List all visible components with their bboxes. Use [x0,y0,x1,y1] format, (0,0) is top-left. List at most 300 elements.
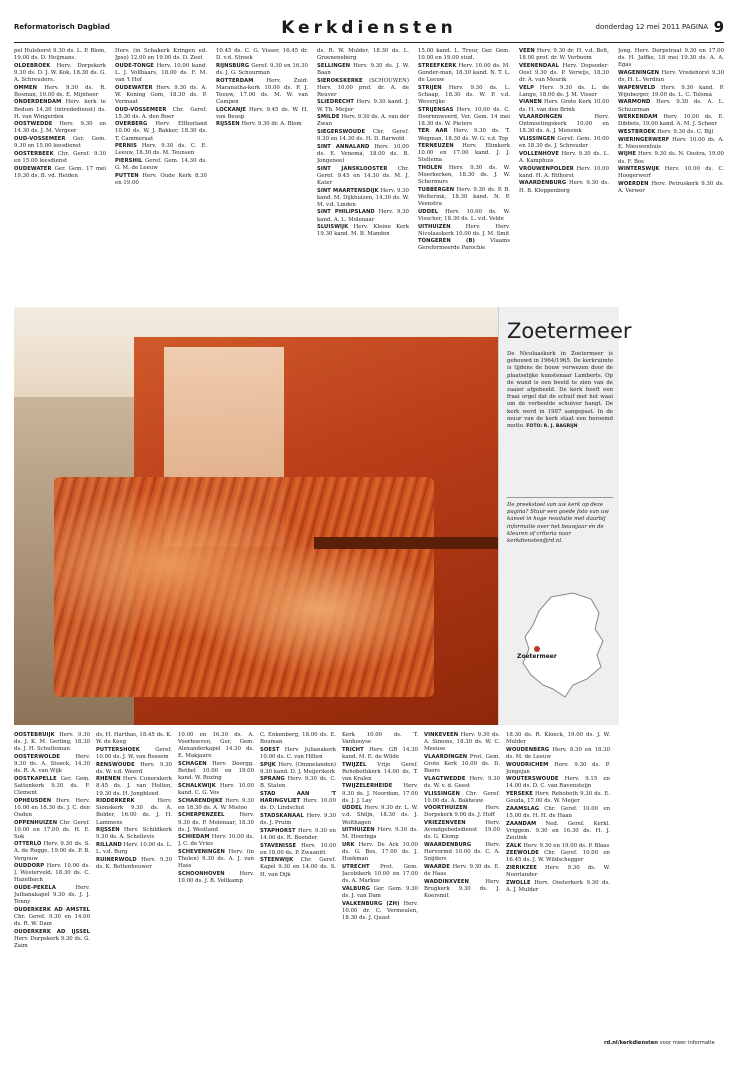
church-listing [424,879,500,900]
listing-town: UTRECHT [342,863,370,870]
listing-town: STAD AAN 'T HARINGVLIET [260,791,336,805]
listing-text: Herv. Kleine Kerk 19.30 kand. M. B. Manden [317,224,409,238]
church-listing [418,209,510,223]
listing-town: OOSTERBEEK [14,150,54,157]
listing-town: VEEN [519,48,535,54]
listing-town: ZWOLLE [506,879,531,886]
church-listing [14,121,106,135]
listing-text: Herv. 9.30 dr. H. v.d. Belt, 18.00 prof. dr. W. Verboom [519,48,609,62]
listing-town: STREEFKERK [418,62,457,69]
church-listing [260,776,336,790]
listing-text: Herv. 9.30 ds. A. Stoeck, 14.30 ds. R. A. van Wijk [14,753,90,775]
listing-town: VOLLENHOVE [519,150,559,157]
church-listing [14,776,90,797]
listing-town: SIEROKSKERKE [317,77,363,84]
page-header [14,18,724,40]
listing-town: SIEGERSWOUDE [317,129,366,135]
listing-text: Herv. 9.30 ds. H. B. Kloppenborg [519,180,609,194]
church-listing [260,843,336,857]
column-lower-7 [506,732,610,1036]
listing-text: Herv. Cunerakerk 8.45 ds. J. van Holten, 19.30 ds. H. Jongbloed [96,776,172,797]
church-listing [418,238,510,252]
listing-town: OUDEWATER [14,165,52,172]
church-listing [115,143,207,157]
listing-text: Chr. Geref. 10.00 ds. A. Bakheuw [424,790,500,804]
listing-town: SCHOONHOVEN [178,870,225,877]
listing-text: Herv. 10.00 dr. C. Vermeulen, 18.30 ds. J. Quast [342,900,418,921]
listing-text: Herv. Brugkerk 9.30 ds. J. Koersmit [424,878,500,899]
listing-text: Herv. De Ark 10.00 ds. G. Bos, 17.00 ds. J. Hoekman [342,841,418,863]
church-listing [317,224,409,238]
church-listing [424,864,500,878]
listing-town: RHENEN [96,776,121,783]
listing-text: (SCHOUWEN) Herv. 10.00 prof. dr. A. de Reuver [317,77,409,98]
church-listing [260,747,336,761]
info-box-title: Zoetermeer [507,319,632,343]
church-listing [317,99,409,113]
newspaper-name: Reformatorisch Dagblad [14,23,110,31]
listing-town: RIJSSEN [96,827,120,834]
church-listing [317,114,409,128]
column-lower-2 [96,732,172,1036]
listing-text: pel Hulshorst 9.30 ds. L. P. Blom, 19.00 ds. D. Heijmans. [14,48,106,62]
church-listing [342,762,418,783]
listing-town: SINT PHILIPSLAND [317,209,375,216]
listing-text: Herv. 10.00 kand. L. J. Vollhaars, 18.00 ds. F. M. van 't Hof [115,62,207,83]
listing-town: UITHUIZEN [342,827,375,834]
church-listing [14,841,90,862]
church-listing [342,805,418,826]
church-listing [178,871,254,885]
listing-town: UDDEL [418,208,439,215]
listing-text: Herv. 9.30 ds. J. W. Baan [317,62,409,76]
listing-text: Herv. 10.00 ds. J. B. Veltkamp [178,870,254,885]
photo-wall-relief [54,477,434,697]
church-listing [14,48,106,62]
info-box-question [507,497,613,545]
listing-town: OMMEN [14,84,38,91]
listing-text: Herv. 9.30 ds. A. L. Schuurman [618,99,724,113]
listing-town: OTTERLO [14,841,42,848]
listing-town: STRIJEN [418,84,442,91]
church-listing [519,136,609,150]
church-listing [519,151,609,165]
listing-text: Herv. Avondgebedsdienst 19.00 ds. G. Klomp [424,820,500,841]
listing-town: PUTTEN [115,172,139,179]
church-listing [506,747,610,761]
listing-town: OPPENHUIZEN [14,819,58,826]
church-listing [96,776,172,797]
listing-text: Chr. Geref. 9.45 en 14.30 ds. M. J. Kater [317,165,409,186]
listing-text: Herv. 10.00 ds. W. Visscher, 18.30 ds. L. v.d. Velde [418,208,510,222]
listing-town: TWIJZEL [342,761,367,768]
church-listing [618,114,724,128]
listing-town: OUD-VOSSEMEER [14,136,66,143]
church-listing [14,732,90,753]
listing-text: Herv. 9.30 dr. L. W. v.d. Shiljn, 18.30 ds. J. Wolthagen [342,805,418,826]
listing-text: Herv. 9.30 ds. W. v. d. Geest [424,775,500,789]
church-listing [506,880,610,894]
listing-text: Herv. Petruskerk 9.30 ds. A. Verwer [618,181,724,195]
church-listing [342,783,418,804]
listing-text: Herv. 9.30 ds. S. A. de Rogge, 19.00 ds. P. B. Vergouw [14,841,90,862]
listing-town: RILLAND [96,841,122,848]
listing-text: Kerk 10.00 ds. T. Vanhooyse [342,732,418,746]
listing-text: Herv. Elthorland 10.00 ds. W. J. Bakker, 18.30 ds. T. Cammeraat [115,121,207,142]
listing-text: Jong. Herv. Dorpstraat 9.30 en 17.00 ds. H. Jaffke, 18 mei 19.30 ds. A. A. Egas [618,48,724,69]
listing-town: SLIEDRECHT [317,99,355,106]
listing-town: OOSTKAPELLE [14,775,57,782]
listing-text: Herv. 9.30 kand. A. L. Molenaar [317,209,409,223]
church-listing [424,732,500,753]
church-listing [96,827,172,841]
column-lower-3 [178,732,254,1036]
listing-text: C. Enkenberg, 18.00 ds. E. Bouman [260,732,336,746]
church-listing [418,63,510,84]
listing-text: Herv. 9.45 ds. W. H. van Beusp [216,106,308,120]
church-listing [342,901,418,922]
church-listing [519,99,609,113]
church-listing [178,732,254,760]
listing-text: Herv. 9.30 ds. K. Bottenheuwer [96,856,172,870]
listing-text: Herv. 9.30 ds. J. K. M. Gerling, 18.30 ds. J. H. Schutteman [14,732,90,753]
listing-text: Herv. 9.30 ds. C. E. Leeuw, 18.30 ds. M. Teunsen [115,143,207,157]
church-listing [618,99,724,113]
church-listing [418,224,510,238]
listing-town: ZALK [506,842,522,849]
church-listing [342,747,418,761]
listing-text: Prot. Gem. Jacobikerk 10.00 en 17.00 ds. A. Markus [342,863,418,885]
listing-text: Herv. Zuid: Maranatha-kerk 10.00 ds. P. J. Teeuw, 17.00 ds. M. W. van Campen [216,77,308,105]
listing-town: WIERINGERWERF [618,136,670,143]
church-listing [115,85,207,106]
listing-text: Herv. 9.30 ds. E. de Haas [424,863,500,877]
listing-text: Herv. Julianakerk 10.00 ds. C. van Hilten [260,746,336,760]
listing-town: STRIJENSAS [418,106,454,113]
listing-text: Herv. 9.30 ds. L. de Lange, 18.00 ds. J. M. Visser [519,84,609,98]
listing-town: VROUWENPOLDER [519,165,574,172]
listing-text: Herv. 9.15 en 14.00 ds. D. C. van Ravensteijn [506,776,610,790]
listing-text: Herv. 9.30 ds. C. Bijl [657,129,714,135]
listing-town: TWIJZELERHEIDE [342,783,393,790]
listing-town: ROTTERDAM [216,77,254,84]
listing-text: Herv. 9.30 ds. M. Heeringa [342,827,418,841]
netherlands-map-icon [513,589,613,699]
listing-text: Herv. 9.30 ds. J. Pruim [260,813,336,827]
church-listing [178,798,254,812]
listing-text: Herv. 10.00 ds. E. Dibbets, 19.00 kand. A. M. J. Scheer [618,114,724,128]
listing-town: TER AAR [418,128,448,135]
listing-text: Herv. 10.00 ds. M. Gonder-man, 18.30 kand. N. T. L. de Leeuw [418,62,510,83]
listing-text: Herv. 9.30 en 18.30 ds. A. W. Mieloo [178,797,254,811]
listing-town: ZIERIKZEE [506,865,537,872]
listing-town: SCHARENDIJKE [178,797,223,804]
column-upper-4 [317,48,409,302]
listing-town: VLISSINGEN [424,790,460,797]
church-listing [618,129,724,136]
church-listing [317,166,409,187]
listing-text: Herv. 9.30 en 19.00 ds. P. Blaas [523,842,610,849]
listing-town: WAGENINGEN [618,69,660,76]
listing-text: Herv. 10.00 ds. L. L. v.d. Burg [96,841,172,856]
listing-text: Herv. Sionskerk 9.30 ds. A. Bolder, 16.00 ds. J. H. Lammens [96,798,172,826]
church-listing [14,798,90,819]
listing-town: TERNEUZEN [418,143,454,150]
listing-text: Herv. 9.30 ds. A. van der Zwan [317,114,409,128]
listing-text: Herv. 10.00 ds. C. Hoogerwerf [618,166,724,180]
listing-town: OPHEUSDEN [14,797,52,804]
listing-text: Geref. 10.00 ds. J. W. van Rossem [96,746,172,760]
listing-text: Herv. Dorpskerk 9.00 ds. J. Hoff [424,805,500,819]
listing-text: 10.00 en 16.30 ds. A. Voorhoeven, Ger. Gem. Alexanderkapel 14.30 ds. E. Makjauro [178,732,254,760]
listing-town: STEENWIJK [260,857,294,864]
listing-town: TUBBERGEN [418,186,455,193]
listing-text: Geref. 9.30 en 16.30 ds. J. G. Schuurman [216,62,308,76]
listing-town: VELP [519,84,535,91]
listing-town: WAPENVELD [618,84,656,91]
listing-text: Herv. 9.30 ds. P. B. Wolterink, 18.30 kand. N. P. Veenstra [418,186,510,208]
footer-text: voor meer informatie [657,1040,715,1046]
church-listing [14,863,90,884]
church-listing [14,136,106,150]
church-listing [260,857,336,878]
listing-town: SCHEVENINGEN [178,849,225,856]
listing-text: Herv. 9.30 kand. J. W. Th. Meijer [317,99,409,113]
listing-text: Herv. Dorpskerk 9.30 ds. D. J. W. Kok, 18.30 ds. G. A. Schreuders. [14,62,106,83]
listing-town: ONDERDENDAM [14,99,62,106]
church-listing [424,820,500,841]
listing-text: Herv. Grote Kerk 10.00 ds. H. van den Brink [519,99,609,113]
listing-text: Herv. 9.30 en 14.30 ds. J. M. Vergeer [14,121,106,135]
listing-town: RENSWOUDE [96,761,135,768]
listing-text: Herv. 8.30 en 18.30 ds. M. de Leeuw [506,746,610,760]
listing-text: Ger. Gem. Sattenkerk 9.30 ds. F. Clement [14,775,90,796]
church-listing [418,187,510,208]
listing-text: Herv. 9.30 ds. W. v.d. Weerd [96,761,172,775]
section-title: Kerkdiensten [281,18,457,38]
church-listing [14,754,90,775]
listing-town: WERKENDAM [618,114,658,121]
column-upper-6 [519,48,609,302]
church-listing [506,821,610,842]
listing-town: TRICHT [342,746,364,753]
listing-text: Herv. 10.00 ds. J. C. de Vries [178,834,254,848]
listing-text: Herv. Oude Kerk 8.30 en 19.00 [115,172,207,186]
listing-text: Herv. Dorpskerk 9.30 ds. G. Zaim [14,935,90,950]
listing-town: LOCKANJE [216,106,246,113]
listing-town: SCHALKWIJK [178,782,216,789]
listing-town: WADDINXVEEN [424,878,469,885]
column-lower-5 [342,732,418,1036]
church-listing [317,78,409,99]
listing-town: WARMOND [618,99,651,106]
listing-town: SCHIEDAM [178,834,210,841]
church-listing [519,180,609,194]
church-listing [178,834,254,848]
church-listing [506,762,610,776]
listing-text: Herv. Jullianakapel 9.30 ds. J. J. Tenny [14,885,90,906]
column-upper-3 [216,48,308,302]
listing-town: SOEST [260,746,280,753]
listing-town: VLISSINGEN [519,136,555,143]
church-listing [115,121,207,142]
listing-town: SPIJK [260,761,276,768]
listing-town: TONGEREN (B) [418,238,476,245]
listing-town: WIJHE [618,151,636,158]
listing-text: Geref. Gem. 10.00 en 18.30 ds. J. Schreuder [519,136,609,150]
church-listing [342,842,418,863]
listing-text: Ned. Geref. Kerkl. Vriggem. 9.30 en 16.30 ds. H. J. Zeutink [506,820,610,841]
church-listing [342,827,418,841]
church-listing [618,70,724,84]
listing-text: Herv. 9.30 ds. P. Molenaar, 18.30 ds. J. Westland [178,812,254,833]
listing-town: RUINERWOLD [96,856,137,863]
column-lower-6 [424,732,500,1036]
listing-text: Herv. 9.30 ds. J. Noordam, 17.00 ds. J. J. Lay [342,783,418,804]
listing-text: Ger. Gem. 9.30 en 15.00 leesdienst [14,136,106,150]
listing-town: OUDE-PEKELA [14,885,56,892]
church-listing [96,732,172,746]
church-listing [178,783,254,797]
church-interior-photo [14,307,570,725]
church-listing [178,812,254,833]
church-listing [115,107,207,121]
listing-text: Herv. 9.30 ds. T. Wegman, 18.30 ds. W. G. v.d. Top [418,128,510,142]
footer-link[interactable]: rd.nl/kerkdiensten [604,1040,658,1046]
church-listing [14,63,106,84]
listing-town: THOLEN [418,165,443,172]
church-listing [618,48,724,69]
listing-town: SLUISWIJK [317,224,349,231]
listing-town: VOORTHUIZEN [424,805,468,812]
listing-text: Herv. GB 14.30 kand. M. E. de Wilde [342,746,418,760]
church-listing [260,791,336,812]
listing-town: PUTTERSHOEK [96,746,140,753]
listing-town: WOUDENBERG [506,746,550,753]
church-listing [216,121,308,128]
header-rule [14,42,724,43]
column-upper-5 [418,48,510,302]
listing-text: Herv. Oosterkerk 9.30 ds. A. J. Mulder [506,879,610,893]
listing-text: Chr. Geref. Kapel 9.30 en 14.00 ds. S. H. van Dijk [260,857,336,878]
church-listing [418,128,510,142]
church-listing [424,791,500,805]
listing-text: Herv. 10.00 ds. D. Lindschut [260,798,336,812]
column-right-7 [618,48,724,1038]
listing-town: WOUTERSWOUDE [506,776,559,783]
church-listing [317,188,409,209]
listing-text: Herv. Schildkerk 9.30 ds. A. Schellevis [96,827,172,841]
photo-credit: FOTO: R. J. BAGRIJN [526,424,578,430]
listing-text: Herv. Elimkerk 10.00 en 17.00 kand. J. J. Stellema [418,143,510,164]
church-listing [424,754,500,775]
listing-text: Herv. Herv. 10.00 en 18.30 ds. J. C. den Ouden [14,797,90,818]
page-number: 9 [713,18,724,36]
listing-town: VEENENDAAL [519,62,559,69]
listing-text: Vrije Geref. Rehobothkerk 14.00 ds. T. van Kralen [342,761,418,782]
page-footer [604,1040,724,1046]
listing-town: OUDERKERK AD IJSSEL [14,928,90,935]
listing-text: Herv. 10.00 ds. E. Venema, 18.00 ds. B. Jongeneel [317,143,409,164]
listing-text: Chr. Geref. 9.30 en 14.00 ds. R. W. Dam [14,914,90,928]
listing-town: RIDDERKERK [96,798,135,805]
listing-town: UDDEL [342,805,363,812]
listing-town: VINKEVEEN [424,732,459,738]
listing-text: Herv. 9.30 ds. L. Schaap, 18.30 ds. W. P. v.d. Weverijke [418,84,510,105]
church-listing [317,63,409,77]
info-box-question-text: De preekstoel van uw kerk op deze pagina? Stuur een goede foto van uw kansel in hoge resolutie met daarbij informatie over het bouwjaar en de kleuren of criteria naar kerkdiensten@rd.nl. [507,502,609,545]
listing-town: PIERSHIL [115,157,143,164]
church-listing [618,181,724,195]
listing-text: Herv. (in Tholen) 9.30 ds. A. J. van Hass [178,849,254,870]
church-listing [96,747,172,761]
listing-text: Herv. 10.00 kand. H. A. Hilhorst [519,165,609,179]
listing-town: VALBURG [342,885,371,892]
listing-town: STAPHORST [260,827,296,834]
listing-town: SINT JANSKLOOSTER [317,165,388,172]
listing-text: 10.45 ds. C. G. Visser, 16.45 dr. D. v.d. Streek [216,48,308,62]
listing-town: VALKENBURG (ZH) [342,900,400,907]
listing-town: SCHERPENZEEL [178,812,225,819]
church-listing [418,143,510,164]
column-upper-2 [115,48,207,302]
listing-town: OLDEBROEK [14,62,51,69]
listing-text: Chr. Geref. 9.30 en 15.00 leesdienst [14,150,106,164]
info-box [498,307,632,725]
church-listing [96,842,172,856]
netherlands-map [513,589,613,699]
listing-town: OOSTERWOLDE [14,753,61,760]
church-listing [342,886,418,900]
map-label: Zoetermeer [517,653,557,660]
listing-text: Geref. Gem. 14.30 ds. G. M. de Leeuw [115,157,207,172]
listing-town: RIJSSEN [216,121,240,128]
church-listing [506,865,610,879]
listing-town: OOSTWEDDE [14,121,53,128]
church-listing [317,209,409,223]
church-listing [418,48,510,62]
listing-text: Herv. Rehoboth 9.30 ds. E. Gouda, 17.00 ds. W. Meijer [506,791,610,805]
church-listing [418,107,510,128]
church-listing [216,78,308,106]
listing-town: SELLINGEN [317,62,351,69]
listing-town: VLAARDINGEN [519,114,563,121]
listing-text: Herv. 9.30 kand. P. Wijnberger, 19.00 ds. L. C. Tolsma [618,84,724,98]
church-listing [519,166,609,180]
listing-text: Herv. 10.00 kand. C. G. Vos [178,782,254,796]
church-listing [618,137,724,151]
church-listing [519,114,609,135]
church-listing [618,166,724,180]
church-listing [317,48,409,62]
listing-town: WESTBROEK [618,129,656,135]
church-listing [216,63,308,77]
listing-text: Herv. 9.30 ds. A. W. Koning Gom, 18.30 ds. P. Vermaat [115,84,207,105]
listing-text: Herv. 10.00 en 18.00 ds. P. Zwaanitt [260,842,336,856]
listing-text: Vlaams Gereformeerde Parochie [418,238,510,252]
church-listing [115,173,207,187]
listing-text: 18.30 ds. R. Kloeck, 19.00 ds. J. W. Mulder [506,732,610,746]
listing-text: Chr. Geref. 10.00 en 15.00 ds. H. H. de Haan [506,805,610,819]
church-listing [506,850,610,864]
church-listing [506,806,610,820]
listing-town: ZAANDAM [506,820,537,827]
listing-text: Herv. (in Schakerk Kringen ed. Jpso) 12.00 en 19.00 ds. D. Zeet [115,48,207,62]
listing-text: Herv. 10.00 ds. C. Doornmweerd, Ver. Gem. 14 mei 18.30 ds. W. Pieters [418,106,510,127]
church-listing [317,144,409,165]
church-listing [418,85,510,106]
church-listing [618,151,724,165]
